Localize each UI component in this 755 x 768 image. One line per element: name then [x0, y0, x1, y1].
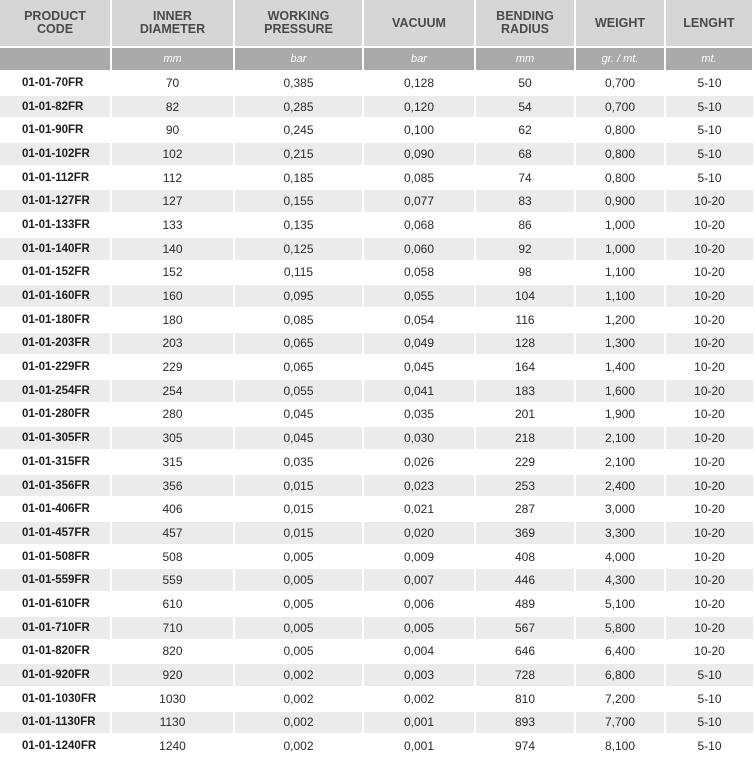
table-row: [0, 711, 753, 735]
cell-length: 5-10: [665, 166, 753, 190]
cell-product-code: 01-01-229FR: [0, 355, 111, 379]
cell-length: 5-10: [665, 95, 753, 119]
cell-length: 10-20: [665, 332, 753, 356]
table-row: [0, 474, 753, 498]
cell-weight: 3,000: [575, 497, 665, 521]
cell-vacuum: 0,090: [363, 142, 475, 166]
cell-working-pressure: 0,002: [234, 734, 363, 758]
cell-bending-radius: 104: [475, 284, 575, 308]
cell-working-pressure: 0,015: [234, 497, 363, 521]
cell-bending-radius: 68: [475, 142, 575, 166]
cell-working-pressure: 0,065: [234, 355, 363, 379]
cell-working-pressure: 0,215: [234, 142, 363, 166]
cell-length: 10-20: [665, 568, 753, 592]
cell-inner-diameter: 1240: [111, 734, 234, 758]
cell-working-pressure: 0,035: [234, 450, 363, 474]
cell-working-pressure: 0,015: [234, 474, 363, 498]
table-row: [0, 545, 753, 569]
cell-product-code: 01-01-112FR: [0, 166, 111, 190]
cell-length: 10-20: [665, 261, 753, 285]
header-inner-diameter: INNER DIAMETER: [111, 0, 234, 47]
units-row: [0, 47, 753, 71]
cell-working-pressure: 0,185: [234, 166, 363, 190]
cell-vacuum: 0,004: [363, 640, 475, 664]
cell-product-code: 01-01-127FR: [0, 189, 111, 213]
cell-product-code: 01-01-508FR: [0, 545, 111, 569]
cell-weight: 1,400: [575, 355, 665, 379]
cell-length: 10-20: [665, 189, 753, 213]
cell-length: 10-20: [665, 379, 753, 403]
cell-weight: 6,800: [575, 663, 665, 687]
header-working-pressure: WORKING PRESSURE: [234, 0, 363, 47]
cell-bending-radius: 98: [475, 261, 575, 285]
table-body: [0, 71, 753, 758]
cell-product-code: 01-01-152FR: [0, 261, 111, 285]
cell-inner-diameter: 203: [111, 332, 234, 356]
cell-weight: 0,800: [575, 118, 665, 142]
cell-working-pressure: 0,005: [234, 568, 363, 592]
cell-bending-radius: 446: [475, 568, 575, 592]
cell-vacuum: 0,100: [363, 118, 475, 142]
cell-length: 10-20: [665, 355, 753, 379]
cell-vacuum: 0,023: [363, 474, 475, 498]
unit-cell: bar: [363, 47, 475, 71]
table-row: [0, 497, 753, 521]
table-row: [0, 166, 753, 190]
cell-bending-radius: 54: [475, 95, 575, 119]
table-row: [0, 118, 753, 142]
cell-bending-radius: 218: [475, 426, 575, 450]
cell-product-code: 01-01-254FR: [0, 379, 111, 403]
cell-bending-radius: 369: [475, 521, 575, 545]
cell-length: 10-20: [665, 474, 753, 498]
cell-weight: 2,100: [575, 426, 665, 450]
cell-inner-diameter: 152: [111, 261, 234, 285]
cell-product-code: 01-01-559FR: [0, 568, 111, 592]
cell-length: 10-20: [665, 237, 753, 261]
cell-working-pressure: 0,115: [234, 261, 363, 285]
cell-working-pressure: 0,095: [234, 284, 363, 308]
table-row: [0, 142, 753, 166]
cell-bending-radius: 287: [475, 497, 575, 521]
cell-length: 10-20: [665, 592, 753, 616]
cell-working-pressure: 0,005: [234, 640, 363, 664]
table-row: [0, 95, 753, 119]
cell-weight: 0,800: [575, 142, 665, 166]
cell-inner-diameter: 820: [111, 640, 234, 664]
table-row: [0, 616, 753, 640]
cell-product-code: 01-01-1240FR: [0, 734, 111, 758]
cell-vacuum: 0,055: [363, 284, 475, 308]
cell-weight: 1,200: [575, 308, 665, 332]
cell-bending-radius: 74: [475, 166, 575, 190]
table-row: [0, 592, 753, 616]
cell-bending-radius: 893: [475, 711, 575, 735]
cell-inner-diameter: 102: [111, 142, 234, 166]
cell-length: 10-20: [665, 521, 753, 545]
cell-inner-diameter: 140: [111, 237, 234, 261]
cell-working-pressure: 0,002: [234, 687, 363, 711]
cell-vacuum: 0,035: [363, 403, 475, 427]
unit-cell: mm: [111, 47, 234, 71]
cell-inner-diameter: 305: [111, 426, 234, 450]
cell-product-code: 01-01-180FR: [0, 308, 111, 332]
cell-weight: 1,100: [575, 284, 665, 308]
cell-bending-radius: 229: [475, 450, 575, 474]
cell-inner-diameter: 133: [111, 213, 234, 237]
table-row: [0, 308, 753, 332]
cell-bending-radius: 567: [475, 616, 575, 640]
table-row: [0, 663, 753, 687]
cell-length: 5-10: [665, 118, 753, 142]
cell-vacuum: 0,120: [363, 95, 475, 119]
cell-product-code: 01-01-133FR: [0, 213, 111, 237]
cell-length: 10-20: [665, 308, 753, 332]
cell-weight: 0,700: [575, 71, 665, 95]
cell-inner-diameter: 559: [111, 568, 234, 592]
cell-length: 10-20: [665, 497, 753, 521]
table-row: [0, 450, 753, 474]
cell-length: 5-10: [665, 142, 753, 166]
table-row: [0, 521, 753, 545]
cell-product-code: 01-01-140FR: [0, 237, 111, 261]
cell-product-code: 01-01-1130FR: [0, 711, 111, 735]
cell-length: 5-10: [665, 711, 753, 735]
cell-vacuum: 0,041: [363, 379, 475, 403]
cell-product-code: 01-01-920FR: [0, 663, 111, 687]
cell-vacuum: 0,002: [363, 687, 475, 711]
cell-working-pressure: 0,085: [234, 308, 363, 332]
cell-vacuum: 0,077: [363, 189, 475, 213]
cell-working-pressure: 0,005: [234, 616, 363, 640]
cell-inner-diameter: 280: [111, 403, 234, 427]
cell-bending-radius: 62: [475, 118, 575, 142]
table-row: [0, 71, 753, 95]
cell-weight: 2,100: [575, 450, 665, 474]
cell-inner-diameter: 920: [111, 663, 234, 687]
cell-inner-diameter: 112: [111, 166, 234, 190]
cell-length: 5-10: [665, 663, 753, 687]
cell-working-pressure: 0,045: [234, 426, 363, 450]
cell-inner-diameter: 315: [111, 450, 234, 474]
cell-inner-diameter: 82: [111, 95, 234, 119]
cell-working-pressure: 0,125: [234, 237, 363, 261]
cell-inner-diameter: 70: [111, 71, 234, 95]
cell-weight: 5,800: [575, 616, 665, 640]
table-row: [0, 568, 753, 592]
cell-weight: 1,100: [575, 261, 665, 285]
cell-weight: 5,100: [575, 592, 665, 616]
cell-working-pressure: 0,045: [234, 403, 363, 427]
cell-product-code: 01-01-1030FR: [0, 687, 111, 711]
cell-inner-diameter: 229: [111, 355, 234, 379]
cell-working-pressure: 0,002: [234, 663, 363, 687]
cell-length: 10-20: [665, 450, 753, 474]
cell-bending-radius: 489: [475, 592, 575, 616]
cell-weight: 8,100: [575, 734, 665, 758]
cell-working-pressure: 0,005: [234, 545, 363, 569]
table-row: [0, 237, 753, 261]
cell-product-code: 01-01-160FR: [0, 284, 111, 308]
cell-length: 10-20: [665, 213, 753, 237]
cell-weight: 7,700: [575, 711, 665, 735]
cell-vacuum: 0,009: [363, 545, 475, 569]
cell-product-code: 01-01-102FR: [0, 142, 111, 166]
cell-length: 10-20: [665, 640, 753, 664]
cell-inner-diameter: 356: [111, 474, 234, 498]
cell-working-pressure: 0,155: [234, 189, 363, 213]
table-row: [0, 261, 753, 285]
cell-length: 10-20: [665, 403, 753, 427]
cell-length: 10-20: [665, 616, 753, 640]
cell-working-pressure: 0,065: [234, 332, 363, 356]
table-row: [0, 332, 753, 356]
cell-vacuum: 0,068: [363, 213, 475, 237]
table-row: [0, 213, 753, 237]
cell-bending-radius: 810: [475, 687, 575, 711]
cell-vacuum: 0,128: [363, 71, 475, 95]
unit-cell: gr. / mt.: [575, 47, 665, 71]
cell-inner-diameter: 254: [111, 379, 234, 403]
cell-bending-radius: 728: [475, 663, 575, 687]
table-row: [0, 189, 753, 213]
unit-cell: mt.: [665, 47, 753, 71]
cell-product-code: 01-01-820FR: [0, 640, 111, 664]
cell-weight: 1,600: [575, 379, 665, 403]
table-row: [0, 379, 753, 403]
cell-product-code: 01-01-356FR: [0, 474, 111, 498]
cell-product-code: 01-01-406FR: [0, 497, 111, 521]
cell-vacuum: 0,005: [363, 616, 475, 640]
cell-product-code: 01-01-203FR: [0, 332, 111, 356]
cell-product-code: 01-01-305FR: [0, 426, 111, 450]
cell-product-code: 01-01-710FR: [0, 616, 111, 640]
cell-inner-diameter: 1130: [111, 711, 234, 735]
cell-product-code: 01-01-457FR: [0, 521, 111, 545]
cell-working-pressure: 0,285: [234, 95, 363, 119]
table-row: [0, 640, 753, 664]
cell-length: 10-20: [665, 284, 753, 308]
cell-bending-radius: 83: [475, 189, 575, 213]
header-row: [0, 0, 753, 47]
cell-weight: 0,700: [575, 95, 665, 119]
cell-product-code: 01-01-82FR: [0, 95, 111, 119]
cell-working-pressure: 0,055: [234, 379, 363, 403]
cell-bending-radius: 253: [475, 474, 575, 498]
cell-weight: 4,300: [575, 568, 665, 592]
cell-vacuum: 0,030: [363, 426, 475, 450]
cell-bending-radius: 50: [475, 71, 575, 95]
cell-vacuum: 0,045: [363, 355, 475, 379]
cell-inner-diameter: 180: [111, 308, 234, 332]
cell-bending-radius: 92: [475, 237, 575, 261]
cell-length: 10-20: [665, 545, 753, 569]
cell-vacuum: 0,060: [363, 237, 475, 261]
cell-bending-radius: 408: [475, 545, 575, 569]
cell-weight: 6,400: [575, 640, 665, 664]
header-weight: WEIGHT: [575, 0, 665, 47]
cell-length: 5-10: [665, 734, 753, 758]
table-row: [0, 734, 753, 758]
cell-weight: 0,900: [575, 189, 665, 213]
cell-vacuum: 0,003: [363, 663, 475, 687]
cell-product-code: 01-01-280FR: [0, 403, 111, 427]
cell-vacuum: 0,058: [363, 261, 475, 285]
unit-cell: mm: [475, 47, 575, 71]
cell-vacuum: 0,021: [363, 497, 475, 521]
cell-weight: 0,800: [575, 166, 665, 190]
cell-working-pressure: 0,005: [234, 592, 363, 616]
cell-product-code: 01-01-70FR: [0, 71, 111, 95]
cell-inner-diameter: 457: [111, 521, 234, 545]
cell-length: 5-10: [665, 687, 753, 711]
cell-inner-diameter: 610: [111, 592, 234, 616]
cell-working-pressure: 0,015: [234, 521, 363, 545]
cell-working-pressure: 0,135: [234, 213, 363, 237]
table-row: [0, 403, 753, 427]
unit-cell: [0, 47, 111, 71]
cell-bending-radius: 86: [475, 213, 575, 237]
cell-weight: 2,400: [575, 474, 665, 498]
cell-inner-diameter: 508: [111, 545, 234, 569]
cell-bending-radius: 201: [475, 403, 575, 427]
header-length: LENGHT: [665, 0, 753, 47]
cell-vacuum: 0,054: [363, 308, 475, 332]
cell-weight: 1,900: [575, 403, 665, 427]
cell-inner-diameter: 90: [111, 118, 234, 142]
cell-vacuum: 0,001: [363, 734, 475, 758]
cell-bending-radius: 116: [475, 308, 575, 332]
cell-vacuum: 0,020: [363, 521, 475, 545]
cell-inner-diameter: 1030: [111, 687, 234, 711]
cell-weight: 1,300: [575, 332, 665, 356]
cell-vacuum: 0,006: [363, 592, 475, 616]
table-row: [0, 687, 753, 711]
cell-weight: 1,000: [575, 237, 665, 261]
cell-bending-radius: 164: [475, 355, 575, 379]
cell-weight: 3,300: [575, 521, 665, 545]
cell-working-pressure: 0,002: [234, 711, 363, 735]
cell-bending-radius: 183: [475, 379, 575, 403]
cell-vacuum: 0,026: [363, 450, 475, 474]
header-bending-radius: BENDING RADIUS: [475, 0, 575, 47]
cell-vacuum: 0,085: [363, 166, 475, 190]
cell-vacuum: 0,049: [363, 332, 475, 356]
cell-weight: 1,000: [575, 213, 665, 237]
header-product-code: PRODUCT CODE: [0, 0, 111, 47]
cell-product-code: 01-01-315FR: [0, 450, 111, 474]
cell-weight: 7,200: [575, 687, 665, 711]
cell-inner-diameter: 127: [111, 189, 234, 213]
cell-inner-diameter: 406: [111, 497, 234, 521]
cell-length: 5-10: [665, 71, 753, 95]
cell-working-pressure: 0,245: [234, 118, 363, 142]
cell-bending-radius: 128: [475, 332, 575, 356]
cell-product-code: 01-01-90FR: [0, 118, 111, 142]
header-vacuum: VACUUM: [363, 0, 475, 47]
table-row: [0, 284, 753, 308]
cell-length: 10-20: [665, 426, 753, 450]
cell-inner-diameter: 160: [111, 284, 234, 308]
cell-inner-diameter: 710: [111, 616, 234, 640]
cell-vacuum: 0,007: [363, 568, 475, 592]
table-row: [0, 426, 753, 450]
cell-weight: 4,000: [575, 545, 665, 569]
cell-vacuum: 0,001: [363, 711, 475, 735]
cell-working-pressure: 0,385: [234, 71, 363, 95]
table-row: [0, 355, 753, 379]
cell-bending-radius: 646: [475, 640, 575, 664]
cell-product-code: 01-01-610FR: [0, 592, 111, 616]
unit-cell: bar: [234, 47, 363, 71]
cell-bending-radius: 974: [475, 734, 575, 758]
